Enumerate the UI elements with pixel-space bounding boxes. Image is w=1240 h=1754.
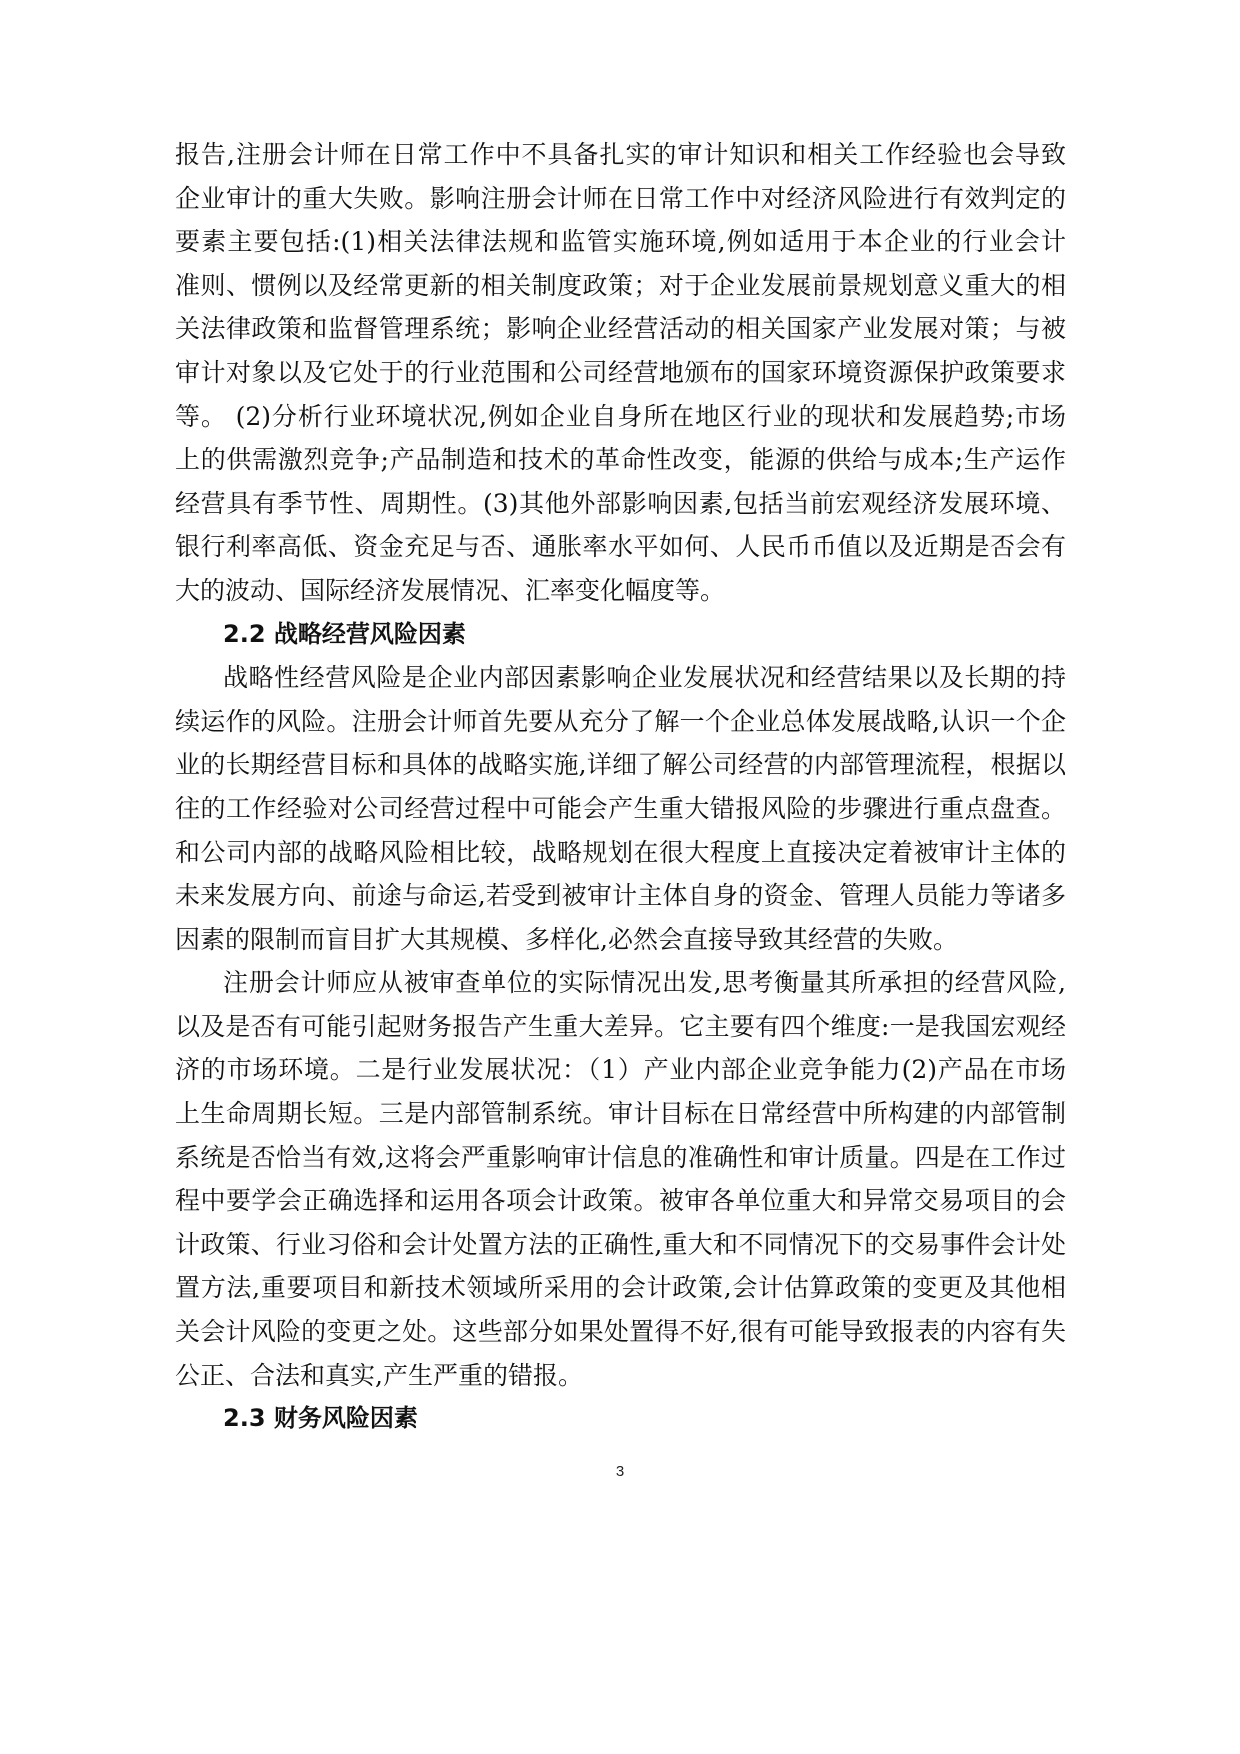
text-line: 等。 (2)分析行业环境状况,例如企业自身所在地区行业的现状和发展趋势;市场 [175,401,1066,431]
paragraph-3 [175,961,1066,1397]
text-line: 程中要学会正确选择和运用各项会计政策。被审各单位重大和异常交易项目的会 [175,1186,1066,1216]
text-line: 要素主要包括:(1)相关法律法规和监管实施环境,例如适用于本企业的行业会计 [175,227,1066,257]
text-line: 系统是否恰当有效,这将会严重影响审计信息的准确性和审计质量。四是在工作过 [175,1142,1066,1172]
text-line: 关会计风险的变更之处。这些部分如果处置得不好,很有可能导致报表的内容有失 [175,1317,1066,1347]
text-line: 战略性经营风险是企业内部因素影响企业发展状况和经营结果以及长期的持 [223,663,1066,693]
text-line: 大的波动、国际经济发展情况、汇率变化幅度等。 [175,575,726,605]
text-line: 企业审计的重大失败。影响注册会计师在日常工作中对经济风险进行有效判定的 [175,183,1066,213]
text-line: 关法律政策和监督管理系统；影响企业经营活动的相关国家产业发展对策；与被 [175,314,1066,344]
text-line: 济的市场环境。二是行业发展状况：（1）产业内部企业竞争能力(2)产品在市场 [175,1055,1066,1085]
text-line: 以及是否有可能引起财务报告产生重大差异。它主要有四个维度:一是我国宏观经 [175,1011,1066,1041]
text-line: 公正、合法和真实,产生严重的错报。 [175,1360,583,1390]
paragraph-2 [175,656,1066,961]
section-heading-2-3: 2.3 财务风险因素 [223,1404,418,1433]
text-line: 上生命周期长短。三是内部管制系统。审计目标在日常经营中所构建的内部管制 [175,1099,1066,1129]
text-line: 注册会计师应从被审查单位的实际情况出发,思考衡量其所承担的经营风险, [223,968,1066,998]
text-line: 和公司内部的战略风险相比较，战略规划在很大程度上直接决定着被审计主体的 [175,837,1066,867]
text-line: 业的长期经营目标和具体的战略实施,详细了解公司经营的内部管理流程，根据以 [175,750,1066,780]
text-line: 经营具有季节性、周期性。(3)其他外部影响因素,包括当前宏观经济发展环境、 [175,488,1066,518]
body-text [175,133,1066,1441]
paragraph-1 [175,133,1066,613]
text-line: 置方法,重要项目和新技术领域所采用的会计政策,会计估算政策的变更及其他相 [175,1273,1066,1303]
text-line: 往的工作经验对公司经营过程中可能会产生重大错报风险的步骤进行重点盘查。 [175,793,1066,823]
text-line: 未来发展方向、前途与命运,若受到被审计主体自身的资金、管理人员能力等诸多 [175,881,1066,911]
text-line: 因素的限制而盲目扩大其规模、多样化,必然会直接导致其经营的失败。 [175,924,958,954]
section-heading-2-2: 2.2 战略经营风险因素 [223,619,466,648]
text-line: 上的供需激烈竞争;产品制造和技术的革命性改变，能源的供给与成本;生产运作 [175,445,1066,475]
text-line: 准则、惯例以及经常更新的相关制度政策；对于企业发展前景规划意义重大的相 [175,270,1066,300]
text-line: 报告,注册会计师在日常工作中不具备扎实的审计知识和相关工作经验也会导致 [175,140,1066,169]
text-line: 审计对象以及它处于的行业范围和公司经营地颁布的国家环境资源保护政策要求 [175,357,1066,387]
text-line: 银行利率高低、资金充足与否、通胀率水平如何、人民币币值以及近期是否会有 [175,532,1066,562]
text-line: 续运作的风险。注册会计师首先要从充分了解一个企业总体发展战略,认识一个企 [175,706,1066,736]
text-line: 计政策、行业习俗和会计处置方法的正确性,重大和不同情况下的交易事件会计处 [175,1229,1066,1259]
page-number: 3 [615,1463,625,1480]
